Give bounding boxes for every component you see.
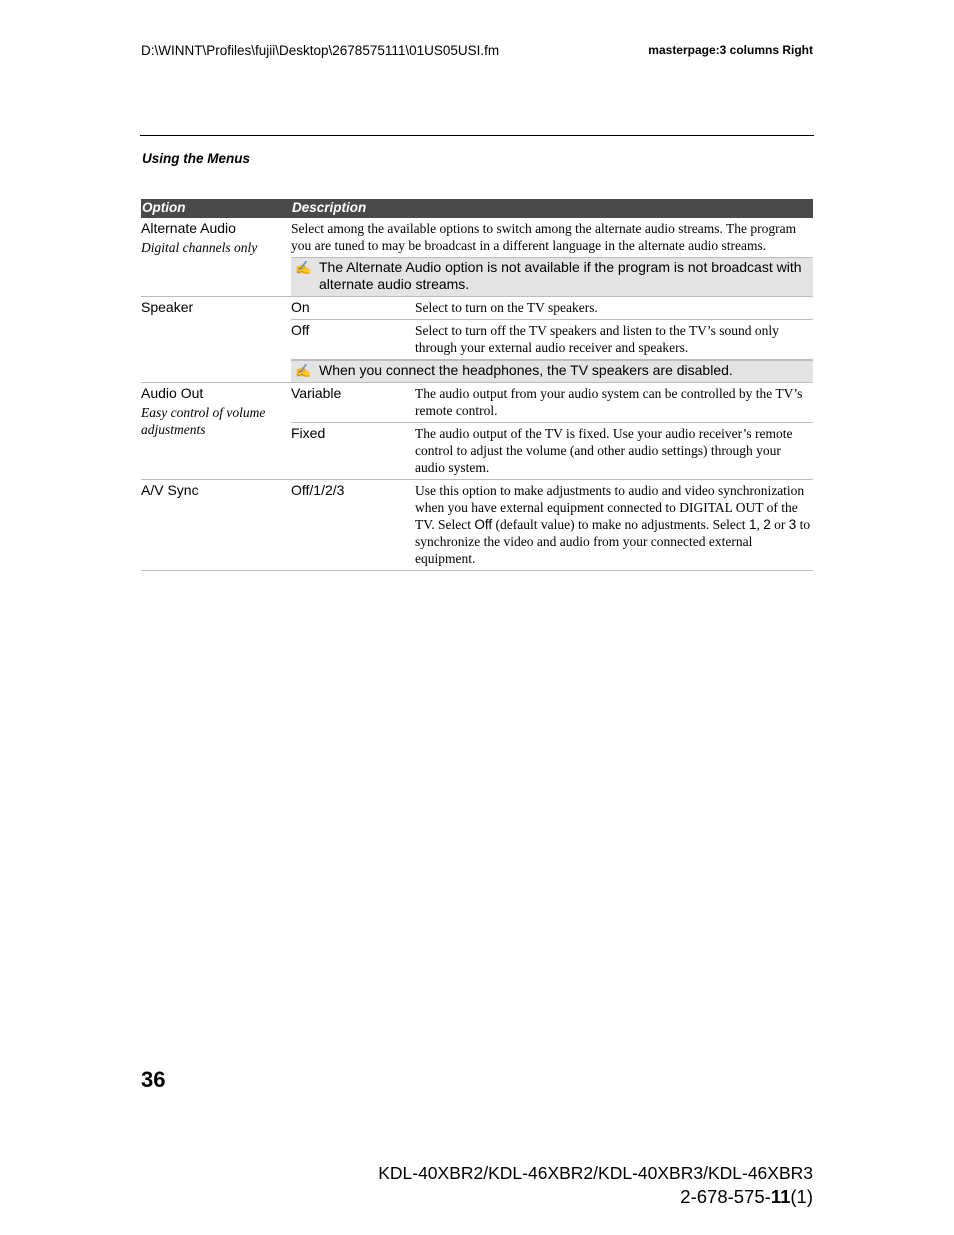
value-label: Off/1/2/3 (291, 482, 345, 498)
column-option-header: Option (142, 200, 186, 215)
option-name: Speaker (141, 299, 194, 315)
table-row-speaker (141, 297, 813, 383)
option-subtitle: Digital channels only (141, 240, 258, 255)
sub-row-off (291, 320, 813, 360)
column-description-header: Description (292, 200, 367, 215)
section-title: Using the Menus (142, 151, 251, 166)
document-code: 2-678-575-11(1) (680, 1186, 813, 1207)
value-label: Off (291, 322, 310, 338)
note-text: When you connect the headphones, the TV speakers are disabled. (319, 362, 733, 378)
header-rule (140, 135, 814, 136)
table-row-av-sync (141, 480, 813, 571)
option-subtitle: Easy control of volume adjustments (141, 405, 266, 437)
option-name: A/V Sync (141, 482, 199, 498)
table-header (141, 199, 813, 218)
sub-row-av-sync (291, 480, 813, 570)
option-name: Alternate Audio (141, 220, 236, 236)
value-label: Variable (291, 385, 342, 401)
table-row-alternate-audio (141, 218, 813, 297)
table-row-audio-out (141, 383, 813, 480)
value-text: The audio output of the TV is fixed. Use your audio receiver’s remote control to adjust the volume (and other audio settings) through your audio system. (415, 426, 793, 475)
sub-row-variable (291, 383, 813, 423)
note-box (291, 360, 813, 382)
sub-row-fixed (291, 423, 813, 479)
note-text: The Alternate Audio option is not available if the program is not broadcast with alternate audio streams. (319, 259, 802, 292)
value-text: Select to turn on the TV speakers. (415, 300, 598, 315)
header-file-path: D:\WINNT\Profiles\fujii\Desktop\2678575111\01US05USI.fm (141, 43, 500, 58)
note-box (291, 257, 813, 296)
menu-options-table (141, 199, 813, 571)
pencil-note-icon: ✍ (295, 260, 312, 275)
sub-row-on (291, 297, 813, 320)
value-label: On (291, 299, 310, 315)
value-text: The audio output from your audio system can be controlled by the TV’s remote control. (415, 386, 803, 418)
value-label: Fixed (291, 425, 326, 441)
option-description: Select among the available options to switch among the alternate audio streams. The program you are tuned to may be broadcast in a different language in the alternate audio streams. (291, 221, 797, 253)
value-text: Use this option to make adjustments to audio and video synchronization when you have external equipment connected to DIGITAL OUT of the TV. Select Off (default value) to make no adjustments. Select 1, 2 or 3 to synchronize the video and audio from your connected external equipment. (415, 483, 811, 566)
value-text: Select to turn off the TV speakers and listen to the TV’s sound only through your external audio receiver and speakers. (415, 323, 779, 355)
model-numbers: KDL-40XBR2/KDL-46XBR2/KDL-40XBR3/KDL-46XBR3 (378, 1163, 813, 1183)
page-number: 36 (141, 1067, 166, 1092)
option-name: Audio Out (141, 385, 204, 401)
pencil-note-icon: ✍ (295, 363, 312, 378)
header-masterpage: masterpage:3 columns Right (648, 43, 813, 57)
